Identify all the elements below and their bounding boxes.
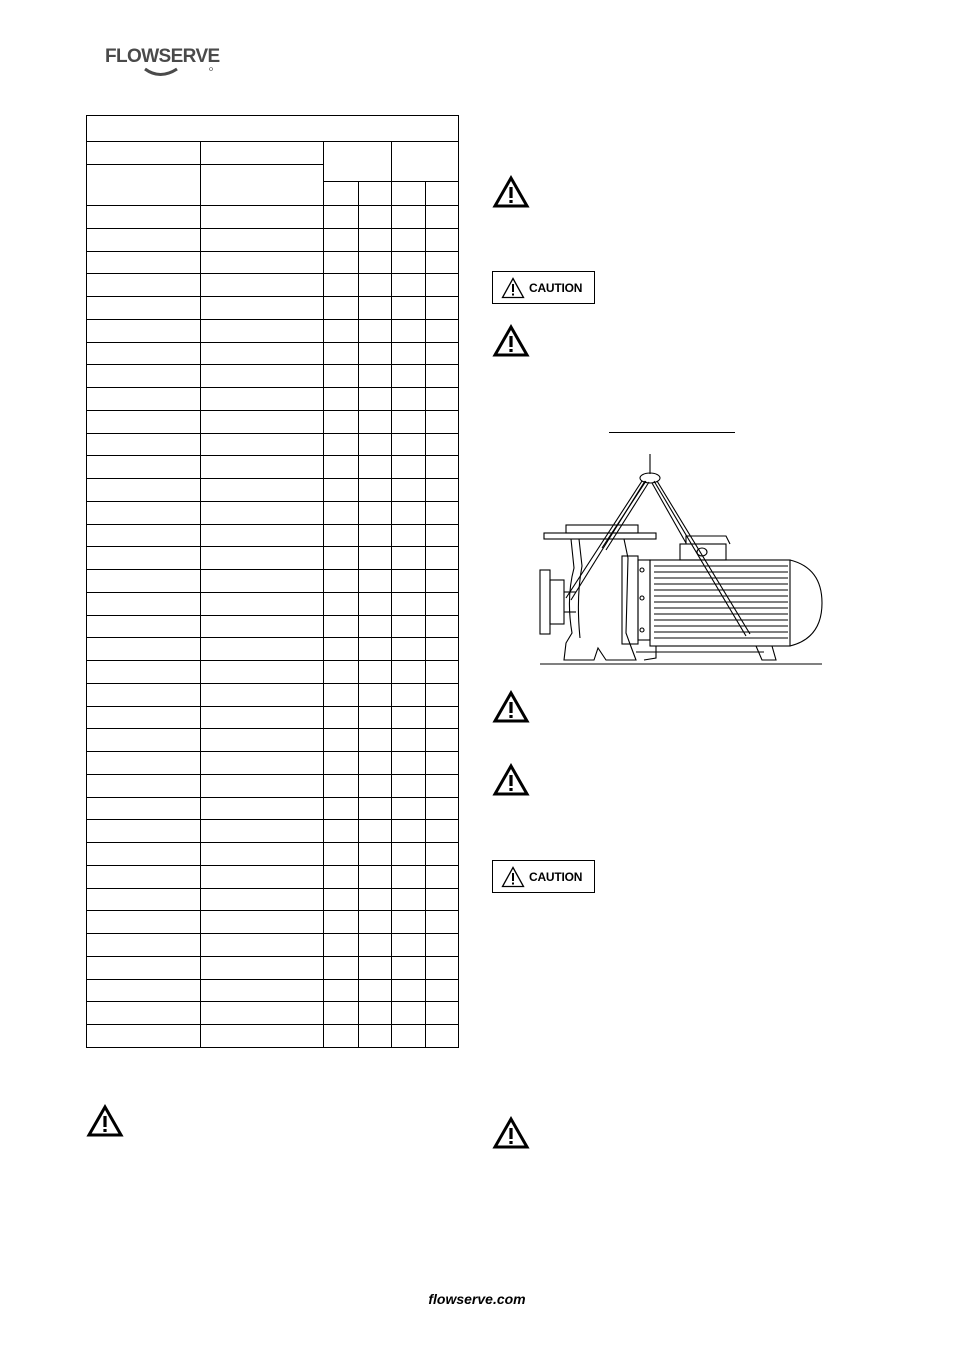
table-row-divider [86, 433, 459, 434]
table-row-divider [86, 319, 459, 320]
table-row-divider [86, 164, 323, 165]
table-row-divider [86, 364, 459, 365]
logo-swoosh-icon [105, 66, 217, 80]
danger-warning-icon [492, 1116, 530, 1150]
table-row-divider [86, 251, 459, 252]
table-row-divider [86, 865, 459, 866]
danger-warning-icon [492, 690, 530, 724]
table-row-divider [86, 342, 459, 343]
table-row-divider [86, 546, 459, 547]
table-row-divider [86, 819, 459, 820]
table-row-divider [86, 660, 459, 661]
table-row-divider [86, 933, 459, 934]
table-column-divider [358, 181, 359, 1048]
table-row-divider [86, 615, 459, 616]
table-row-divider [86, 501, 459, 502]
table-row-divider [86, 751, 459, 752]
caution-label: CAUTION [529, 281, 583, 295]
figure-title-underline [609, 432, 735, 433]
table-row-divider [86, 637, 459, 638]
table-row-divider [86, 524, 459, 525]
caution-label: CAUTION [529, 870, 583, 884]
table-row-divider [86, 728, 459, 729]
table-row-divider [86, 706, 459, 707]
danger-warning-icon [86, 1104, 124, 1138]
table-column-divider [391, 141, 392, 1048]
table-row-divider [86, 141, 459, 142]
danger-warning-icon [492, 324, 530, 358]
table-row-divider [86, 455, 459, 456]
table-row-divider [86, 478, 459, 479]
footer-website: flowserve.com [428, 1291, 526, 1307]
danger-warning-icon [492, 763, 530, 797]
danger-warning-icon [492, 175, 530, 209]
caution-notice [492, 271, 595, 304]
table-row-divider [86, 273, 459, 274]
table-row-divider [86, 956, 459, 957]
caution-triangle-icon [501, 866, 525, 888]
table-row-divider [86, 592, 459, 593]
table-row-divider [86, 410, 459, 411]
table-row-divider [86, 774, 459, 775]
pump-lifting-illustration [536, 448, 826, 670]
table-row-divider [86, 205, 459, 206]
table-row-divider [86, 228, 459, 229]
table-row-divider [86, 569, 459, 570]
table-row-divider [86, 888, 459, 889]
flowserve-logo [105, 42, 220, 82]
brand-name: FLOWSERVE [105, 46, 220, 67]
table-row-divider [86, 296, 459, 297]
table-column-divider [425, 181, 426, 1048]
table-row-divider [86, 1001, 459, 1002]
table-row-divider [86, 910, 459, 911]
caution-notice [492, 860, 595, 893]
table-row-divider [86, 1024, 459, 1025]
table-row-divider [86, 683, 459, 684]
table-column-divider [323, 141, 324, 1048]
pump-weights-table [86, 115, 459, 1048]
table-column-divider [200, 141, 201, 1048]
table-row-divider [86, 842, 459, 843]
caution-triangle-icon [501, 277, 525, 299]
table-row-divider [86, 979, 459, 980]
table-row-divider [86, 387, 459, 388]
table-row-divider [86, 797, 459, 798]
